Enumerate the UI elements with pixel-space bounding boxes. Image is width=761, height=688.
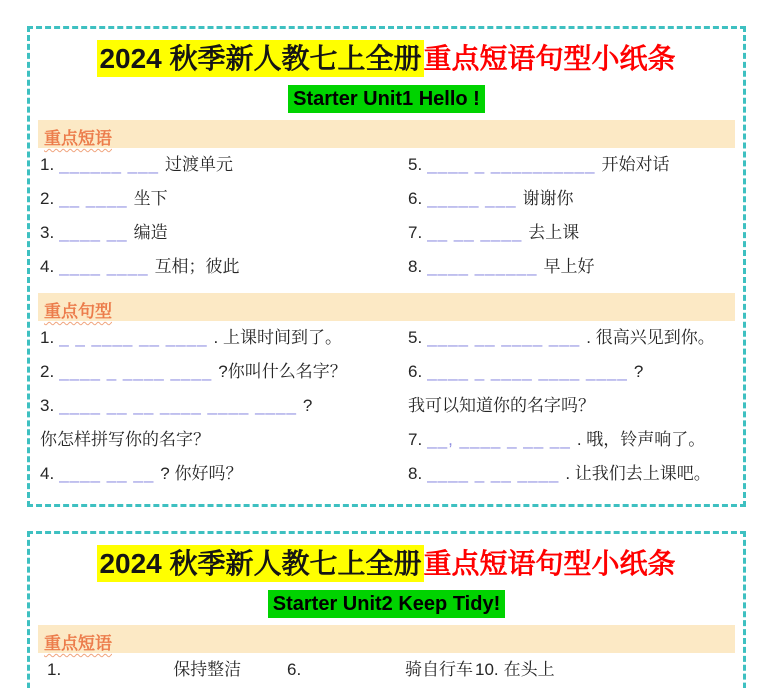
- phrase-item: [40, 216, 408, 250]
- phrase-item: [408, 182, 733, 216]
- item-number: 2.: [40, 361, 55, 381]
- item-text: 早上好: [543, 256, 595, 276]
- item-text: ?: [633, 361, 644, 381]
- item-number: 4.: [40, 256, 55, 276]
- sentence-item: [40, 389, 408, 423]
- card1-title-red: 重点短语句型小纸条: [423, 43, 676, 74]
- phrase-item: [40, 148, 408, 182]
- card1-title: [38, 39, 735, 79]
- card1-sentences-grid: [38, 321, 735, 491]
- item-text: 去上课: [528, 222, 580, 242]
- item-text: . 很高兴见到你。: [586, 327, 715, 347]
- item-text: . 哦，铃声响了。: [576, 429, 706, 449]
- blank-line: ____ _ __ ____: [427, 463, 560, 483]
- item-number: 7.: [408, 429, 423, 449]
- card1-phrases-grid: [38, 148, 735, 284]
- card1-sentences-left-column: [40, 321, 408, 491]
- card1-phrases-header-bar: [38, 120, 735, 148]
- card1-sentences-header: 重点句型: [44, 301, 112, 321]
- card1-phrases-header: 重点短语: [44, 128, 112, 148]
- card1-phrases-left-column: [40, 148, 408, 284]
- card1-unit-line: [38, 88, 735, 111]
- item-text: 骑自行车: [405, 659, 473, 679]
- worksheet-card-unit2: [27, 531, 746, 688]
- phrase-item: [40, 250, 408, 284]
- item-number: 1.: [47, 659, 62, 679]
- blank-line: ____ __ __: [59, 463, 155, 483]
- sentence-item: [40, 355, 408, 389]
- blank-line: ____ __ ____ ___: [427, 327, 581, 347]
- item-number: 1.: [40, 327, 55, 347]
- item-text: . 上课时间到了。: [213, 327, 342, 347]
- item-text: 在头上: [503, 659, 555, 679]
- phrase-item: [408, 216, 733, 250]
- sentence-item: [408, 321, 733, 355]
- item-text: 开始对话: [601, 154, 670, 174]
- blank-line: _____ ___: [427, 188, 517, 208]
- item-number: 8.: [408, 463, 423, 483]
- item-text: ?你叫什么名字？: [218, 361, 347, 381]
- blank-line: ____ _ ____ ____: [59, 361, 213, 381]
- phrase-item: [38, 655, 278, 685]
- blank-line: ____ _ ____ ____ ____: [427, 361, 628, 381]
- item-number: 1.: [40, 154, 55, 174]
- sentence-item: [40, 457, 408, 491]
- blank-line: ____ ____: [59, 256, 149, 276]
- card2-phrases-header: 重点短语: [44, 633, 112, 653]
- blank-line: __ __ ____: [427, 222, 523, 242]
- card2-phrases-row: [38, 653, 735, 685]
- item-text: 编造: [133, 222, 168, 242]
- phrase-item: [408, 148, 733, 182]
- card1-sentences-right-column: [408, 321, 733, 491]
- phrase-item: [408, 250, 733, 284]
- card2-phrases-header-bar: [38, 625, 735, 653]
- item-number: 8.: [408, 256, 423, 276]
- item-text: ?: [302, 395, 313, 415]
- card2-title-highlighted: 2024 秋季新人教七上全册: [97, 545, 423, 582]
- sentence-item: [40, 321, 408, 355]
- card2-title-red: 重点短语句型小纸条: [423, 548, 676, 579]
- item-number: 6.: [408, 361, 423, 381]
- blank-line: _ _ ____ __ ____: [59, 327, 208, 347]
- item-number: 5.: [408, 327, 423, 347]
- blank-line: ____ __: [59, 222, 128, 242]
- card2-unit-label: Starter Unit2 Keep Tidy!: [268, 590, 505, 618]
- sentence-item: [40, 423, 408, 457]
- item-number: 6.: [408, 188, 423, 208]
- card1-phrases-right-column: [408, 148, 733, 284]
- item-text: 我可以知道你的名字吗？: [408, 395, 595, 415]
- item-number: 2.: [40, 188, 55, 208]
- item-text: 过渡单元: [165, 154, 234, 174]
- item-text: 保持整洁: [173, 659, 242, 679]
- item-number: 3.: [40, 222, 55, 242]
- blank-line: __ ____: [59, 188, 128, 208]
- item-text: 谢谢你: [522, 188, 574, 208]
- card2-title: [38, 544, 735, 584]
- sentence-item: [408, 423, 733, 457]
- blank-line: ____ _ __________: [427, 154, 596, 174]
- worksheet-card-unit1: [27, 26, 746, 507]
- item-text: 互相；彼此: [154, 256, 240, 276]
- phrase-item: [475, 655, 555, 685]
- item-number: 5.: [408, 154, 423, 174]
- phrase-item: [278, 655, 475, 685]
- card1-sentences-header-bar: [38, 293, 735, 321]
- card1-title-highlighted: 2024 秋季新人教七上全册: [97, 40, 423, 77]
- item-number: 7.: [408, 222, 423, 242]
- item-number: 3.: [40, 395, 55, 415]
- sentence-item: [408, 389, 733, 423]
- item-number: 10.: [475, 659, 499, 679]
- card1-unit-label: Starter Unit1 Hello !: [288, 85, 485, 113]
- sentence-item: [408, 457, 733, 491]
- item-text: ? 你好吗？: [160, 463, 243, 483]
- card2-unit-line: [38, 593, 735, 616]
- blank-line: ______ ___: [59, 154, 160, 174]
- blank-line: ____ ______: [427, 256, 538, 276]
- blank-line: __, ____ _ __ __: [427, 429, 571, 449]
- item-number: 6.: [287, 659, 302, 679]
- item-text: 坐下: [133, 188, 168, 208]
- phrase-item: [40, 182, 408, 216]
- item-text: . 让我们去上课吧。: [565, 463, 711, 483]
- blank-line: ____ __ __ ____ ____ ____: [59, 395, 297, 415]
- item-number: 4.: [40, 463, 55, 483]
- sentence-item: [408, 355, 733, 389]
- item-text: 你怎样拼写你的名字？: [40, 429, 210, 449]
